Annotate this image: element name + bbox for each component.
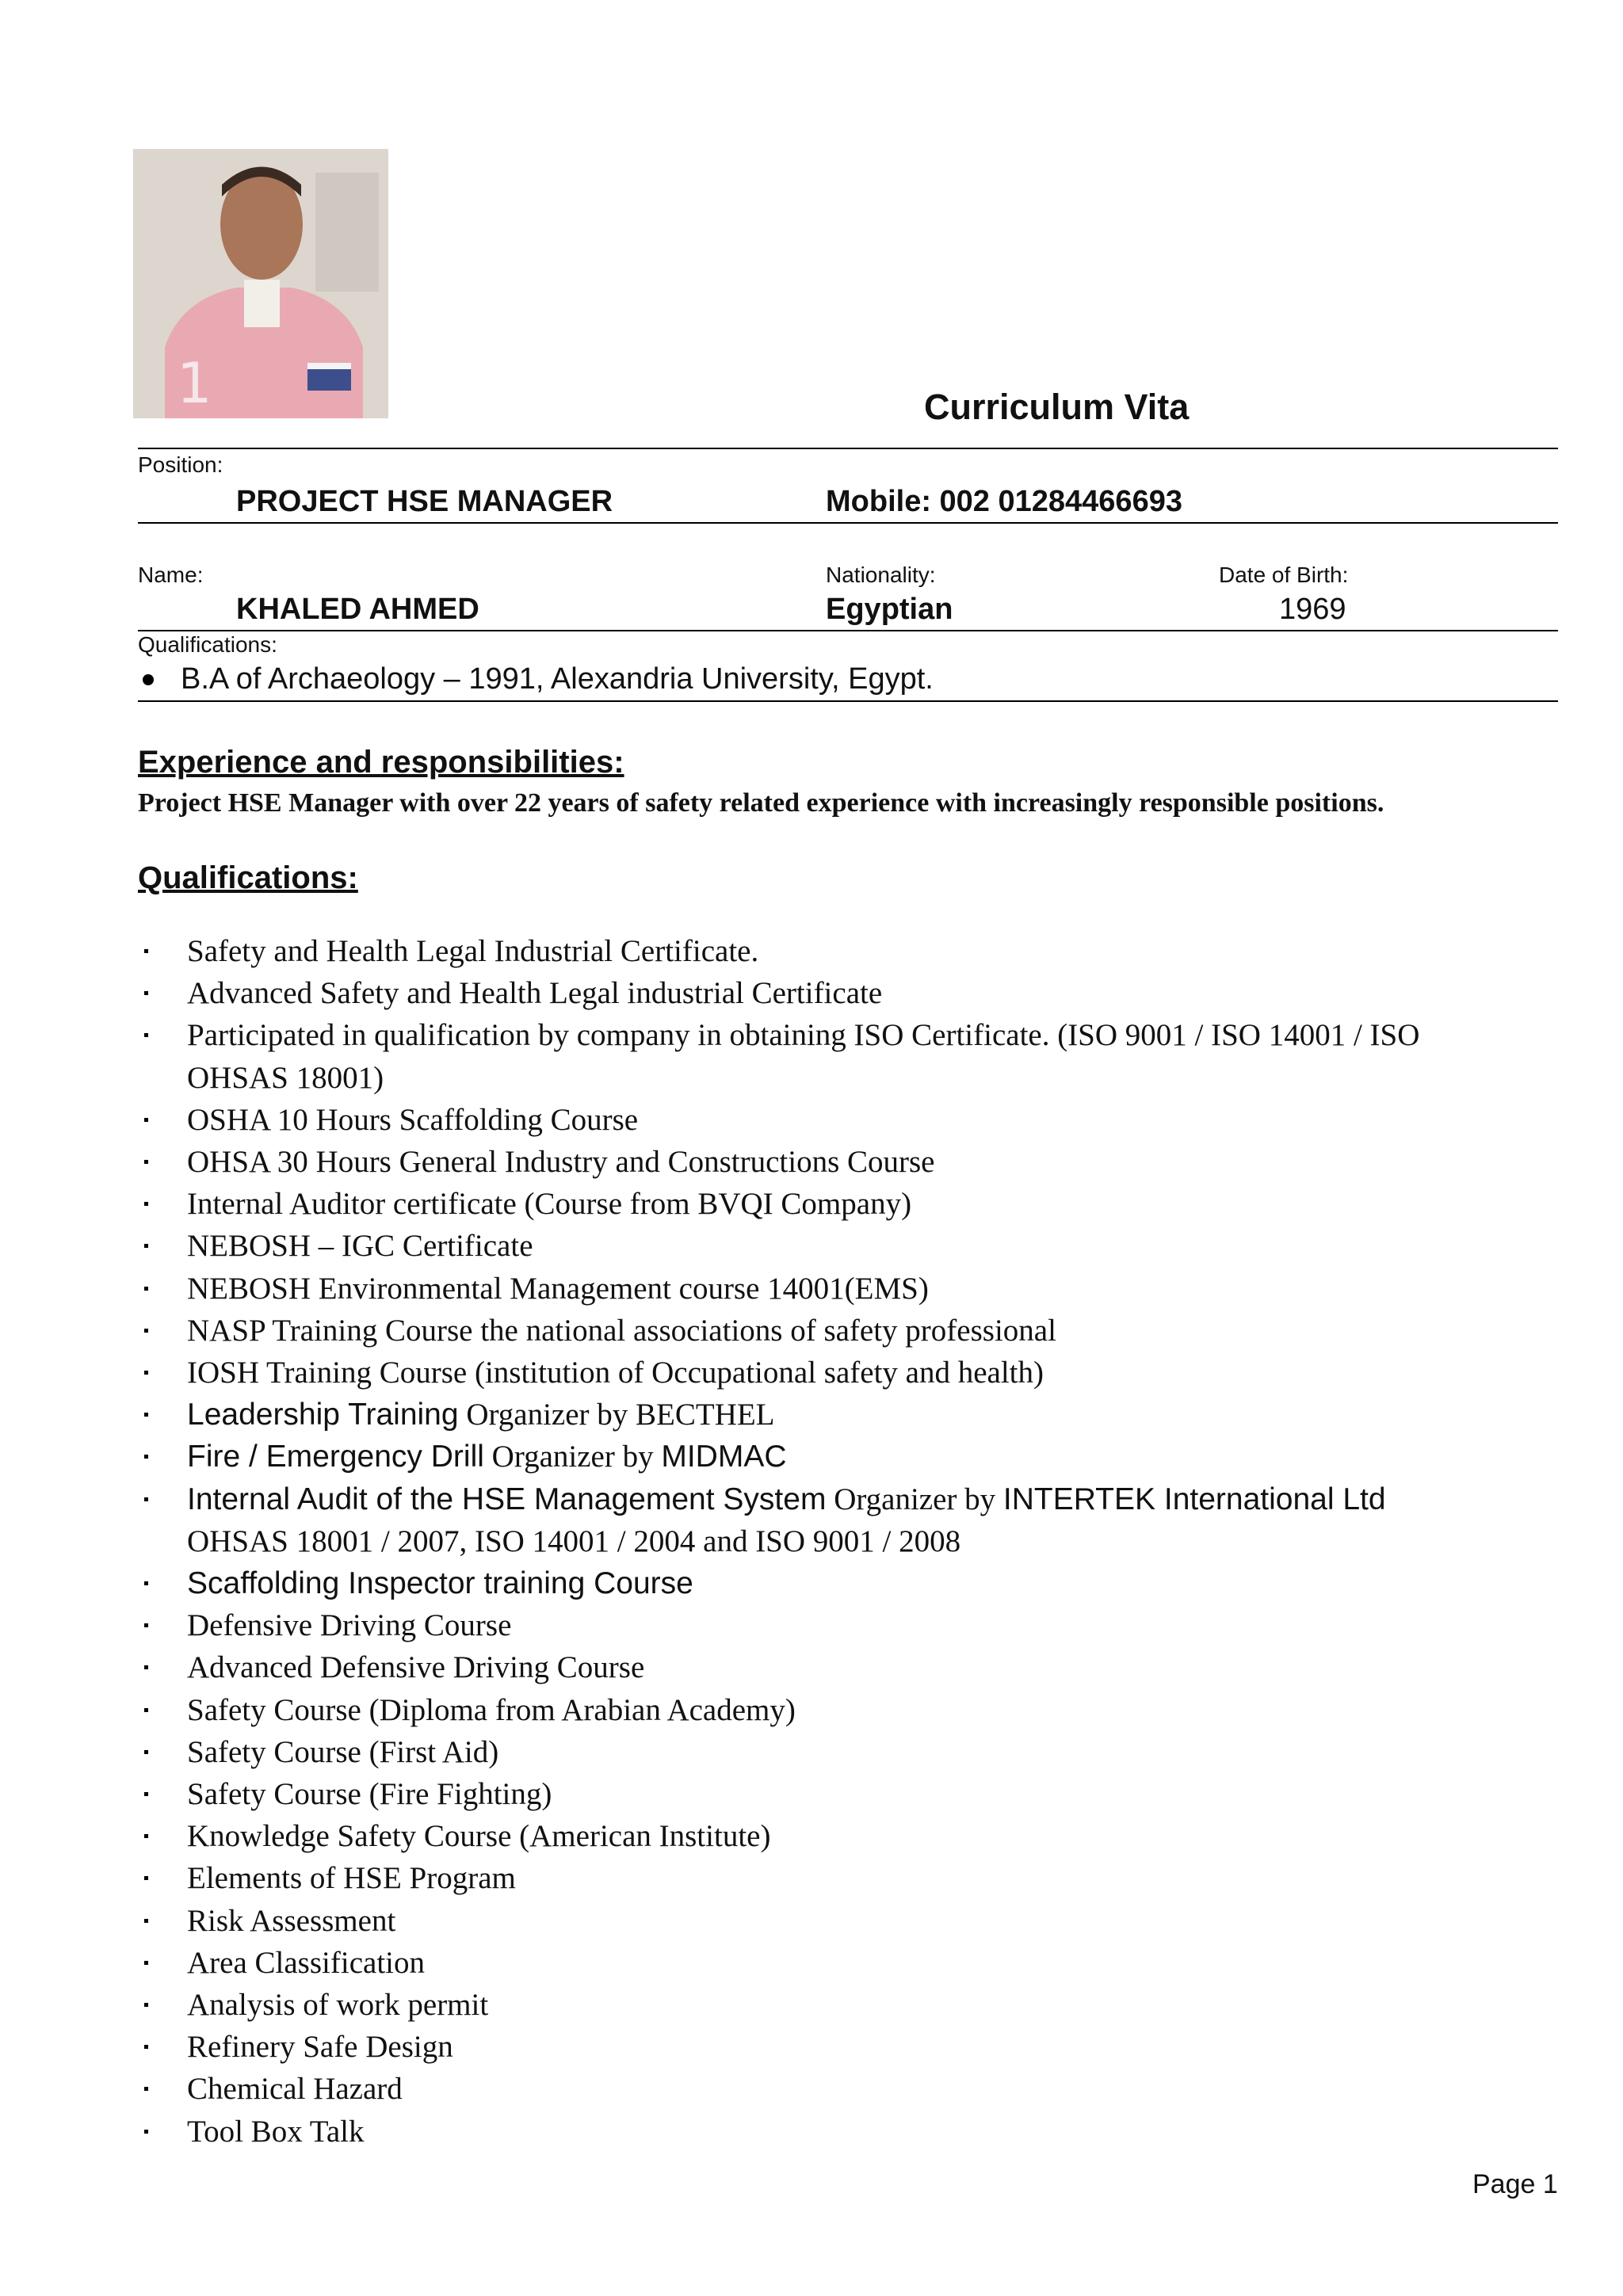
list-item [138, 1436, 1564, 1478]
list-item: Refinery Safe Design [138, 2026, 1564, 2068]
list-item: Safety Course (Fire Fighting) [138, 1773, 1564, 1815]
item-organizer-name: MIDMAC [661, 1440, 787, 1474]
list-item: Elements of HSE Program [138, 1857, 1564, 1899]
experience-heading: Experience and responsibilities: [138, 745, 624, 780]
continuation-text: OHSAS 18001 / 2007, ISO 14001 / 2004 and ISO 9001 / 2008 [187, 1524, 961, 1558]
list-item: Advanced Defensive Driving Course [138, 1646, 1564, 1688]
list-item: Analysis of work permit [138, 1984, 1564, 2026]
list-item: Safety Course (First Aid) [138, 1731, 1564, 1773]
list-item: IOSH Training Course (institution of Occupational safety and health) [138, 1352, 1564, 1394]
divider [138, 630, 1558, 631]
list-item [138, 1394, 1564, 1436]
list-item: Risk Assessment [138, 1900, 1564, 1942]
svg-text:1: 1 [177, 351, 212, 416]
qualifications-heading: Qualifications: [138, 860, 358, 895]
item-title: Fire / Emergency Drill [187, 1440, 484, 1474]
name-label: Name: [138, 563, 204, 587]
list-item-continuation [138, 1520, 1564, 1562]
item-organizer-name: INTERTEK International Ltd [1002, 1482, 1386, 1516]
degree-item [138, 662, 934, 696]
list-item: Participated in qualification by company in obtaining ISO Certificate. (ISO 9001 / ISO 14001 / ISO [138, 1014, 1564, 1056]
bullet-icon [143, 674, 154, 685]
document-title: Curriculum Vita [924, 387, 1190, 427]
nationality-label: Nationality: [826, 563, 936, 587]
list-item: Advanced Safety and Health Legal industrial Certificate [138, 972, 1564, 1014]
divider [138, 448, 1558, 449]
divider [138, 522, 1558, 524]
list-item: Area Classification [138, 1942, 1564, 1984]
list-item: NEBOSH – IGC Certificate [138, 1225, 1564, 1267]
list-item: NEBOSH Environmental Management course 14001(EMS) [138, 1268, 1564, 1310]
degree-text: B.A of Archaeology – 1991, Alexandria University, Egypt. [181, 662, 934, 696]
dob-value: 1969 [1279, 593, 1346, 626]
nationality-value: Egyptian [826, 593, 953, 626]
list-item: Safety and Health Legal Industrial Certificate. [138, 930, 1564, 972]
list-item: NASP Training Course the national associations of safety professional [138, 1310, 1564, 1352]
list-item [138, 1478, 1564, 1520]
list-item: Chemical Hazard [138, 2068, 1564, 2110]
list-item: OSHA 10 Hours Scaffolding Course [138, 1099, 1564, 1141]
divider [138, 700, 1558, 702]
item-title: Leadership Training [187, 1398, 459, 1432]
position-value: PROJECT HSE MANAGER [236, 485, 613, 518]
mobile-number: Mobile: 002 01284466693 [826, 485, 1182, 518]
item-title: Scaffolding Inspector training Course [187, 1566, 693, 1601]
qualifications-list [138, 930, 1564, 2153]
list-item: Tool Box Talk [138, 2111, 1564, 2153]
portrait-illustration [133, 149, 388, 418]
item-organizer: Organizer by [834, 1482, 996, 1516]
item-organizer: Organizer by [491, 1440, 654, 1474]
page-number: Page 1 [1472, 2169, 1558, 2199]
position-label: Position: [138, 452, 223, 477]
list-item: Internal Auditor certificate (Course from BVQI Company) [138, 1183, 1564, 1225]
list-item: Defensive Driving Course [138, 1604, 1564, 1646]
experience-summary: Project HSE Manager with over 22 years of safety related experience with increasingly responsible positions. [138, 788, 1384, 818]
list-item: Knowledge Safety Course (American Institute) [138, 1815, 1564, 1857]
profile-photo [133, 149, 388, 418]
list-item-continuation [138, 1057, 1564, 1099]
list-item: Safety Course (Diploma from Arabian Academy) [138, 1689, 1564, 1731]
list-item: OHSA 30 Hours General Industry and Constructions Course [138, 1141, 1564, 1183]
continuation-text: OHSAS 18001) [187, 1060, 384, 1095]
list-item [138, 1562, 1564, 1604]
qualifications-label: Qualifications: [138, 632, 277, 657]
dob-label: Date of Birth: [1219, 563, 1349, 587]
item-title: Internal Audit of the HSE Management System [187, 1482, 827, 1516]
name-value: KHALED AHMED [236, 593, 479, 626]
item-organizer: Organizer by BECTHEL [466, 1398, 775, 1432]
